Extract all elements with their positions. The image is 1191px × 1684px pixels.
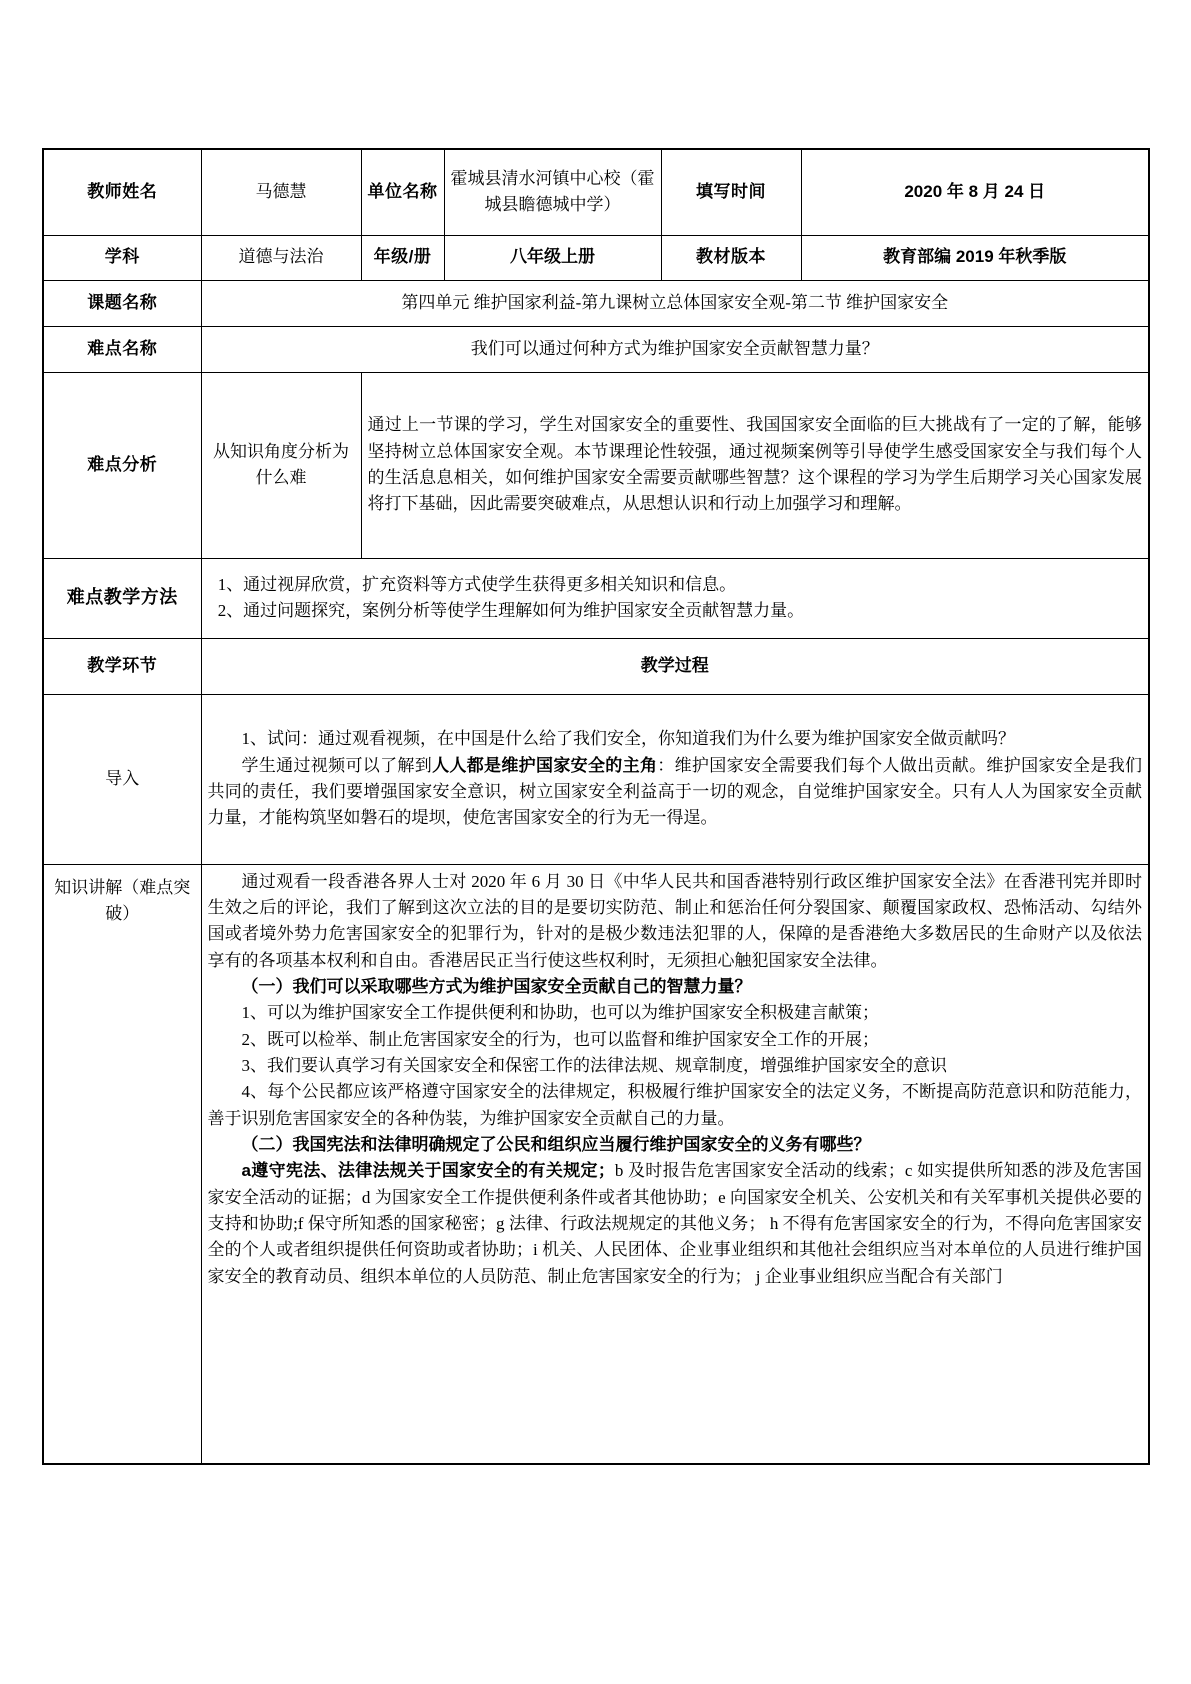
label-teaching-process: 教学过程 — [201, 638, 1149, 694]
sublabel-knowledge-angle: 从知识角度分析为什么难 — [201, 372, 361, 558]
label-teaching-method: 难点教学方法 — [43, 558, 201, 638]
label-difficulty-name: 难点名称 — [43, 326, 201, 372]
value-knowledge-explanation — [201, 864, 1149, 1464]
value-topic-name: 第四单元 维护国家利益-第九课树立总体国家安全观-第二节 维护国家安全 — [201, 280, 1149, 326]
knowledge-list-1-item-3: 3、我们要认真学习有关国家安全和保密工作的法律法规、规章制度，增强维护国家安全的意识 — [241, 1055, 947, 1075]
knowledge-paragraph-2-bold: a遵守宪法、法律法规关于国家安全的有关规定； — [241, 1161, 615, 1181]
value-unit-name: 霍城县清水河镇中心校（霍城县瞻德城中学） — [444, 149, 661, 235]
label-topic-name: 课题名称 — [43, 280, 201, 326]
table-row-topic — [43, 280, 1149, 326]
knowledge-paragraph-2-rest: b 及时报告危害国家安全活动的线索；c 如实提供所知悉的涉及危害国家安全活动的证据；d 为国家安全工作提供便利条件或者其他协助；e 向国家安全机关、公安机关和有关军事机关提供必要的支持和协助;f 保守所知悉的国家秘密；g 法律、行政法规规定的其他义务； h 不得有危害国家安全的行为，不得向危害国家安全的个人或者组织提供任何资助或者协助；i 机关、人民团体、企业事业组织和其他社会组织应当对本单位的人员进行维护国家安全的教育动员、组织本单位的人员防范、制止危害国家安全的行为； j 企业事业组织应当配合有关部门 — [207, 1161, 1142, 1286]
table-row-difficulty-name — [43, 326, 1149, 372]
table-row-teacher — [43, 149, 1149, 235]
label-textbook-version: 教材版本 — [661, 235, 801, 280]
label-teaching-stage: 教学环节 — [43, 638, 201, 694]
value-textbook-version: 教育部编 2019 年秋季版 — [801, 235, 1149, 280]
knowledge-paragraph-1: 通过观看一段香港各界人士对 2020 年 6 月 30 日《中华人民共和国香港特别行政区维护国家安全法》在香港刊宪并即时生效之后的评论，我们了解到这次立法的目的是要切实防范、制止和惩治任何分裂国家、颠覆国家政权、恐怖活动、勾结外国或者境外势力危害国家安全的犯罪行为，针对的是极少数违法犯罪的人，保障的是香港绝大多数居民的生命财产以及依法享有的各项基本权利和自由。香港居民正当行使这些权利时，无须担心触犯国家安全法律。 — [207, 871, 1142, 970]
value-subject: 道德与法治 — [201, 235, 361, 280]
label-difficulty-analysis: 难点分析 — [43, 372, 201, 558]
label-introduction: 导入 — [43, 694, 201, 864]
knowledge-list-1-item-1: 1、可以为维护国家安全工作提供便利和协助，也可以为维护国家安全积极建言献策； — [241, 1003, 879, 1023]
label-unit-name: 单位名称 — [361, 149, 444, 235]
teaching-method-item-2: 2、通过问题探究，案例分析等使学生理解如何为维护国家安全贡献智慧力量。 — [217, 601, 805, 620]
table-row-introduction — [43, 694, 1149, 864]
table-row-knowledge-explanation — [43, 864, 1149, 1464]
intro-p2-part2: ：维护国家安全需要我们每个人做出贡献。维护国家安全是我们共同的责任，我们要增强国家安全意识，树立国家安全利益高于一切的观念，自觉维护国家安全。只有人人为国家安全贡献力量，才能构筑坚如磐石的堤坝，使危害国家安全的行为无一得逞。 — [207, 755, 1143, 828]
value-teaching-method — [201, 558, 1149, 638]
label-teacher-name: 教师姓名 — [43, 149, 201, 235]
label-fill-time: 填写时间 — [661, 149, 801, 235]
intro-paragraph-2 — [208, 753, 1143, 832]
table-row-subject — [43, 235, 1149, 280]
knowledge-paragraph-2 — [208, 1158, 1143, 1290]
knowledge-heading-1 — [208, 974, 1143, 1000]
value-fill-time: 2020 年 8 月 24 日 — [801, 149, 1149, 235]
intro-p2-part1: 学生通过视频可以了解到 — [241, 755, 433, 775]
value-difficulty-name: 我们可以通过何种方式为维护国家安全贡献智慧力量？ — [201, 326, 1149, 372]
value-difficulty-analysis — [361, 372, 1149, 558]
table-row-difficulty-analysis — [43, 372, 1149, 558]
table-row-process-header — [43, 638, 1149, 694]
difficulty-analysis-paragraph: 通过上一节课的学习，学生对国家安全的重要性、我国国家安全面临的巨大挑战有了一定的了解，能够坚持树立总体国家安全观。本节课理论性较强，通过视频案例等引导使学生感受国家安全与我们每个人的生活息息相关，如何维护国家安全需要贡献哪些智慧？这个课程的学习为学生后期学习关心国家发展将打下基础，因此需要突破难点，从思想认识和行动上加强学习和理解。 — [367, 415, 1142, 514]
teaching-method-item-1: 1、通过视屏欣赏，扩充资料等方式使学生获得更多相关知识和信息。 — [217, 574, 737, 594]
knowledge-heading-1-text: （一）我们可以采取哪些方式为维护国家安全贡献自己的智慧力量？ — [241, 976, 752, 996]
lesson-plan-table — [42, 148, 1150, 1465]
value-grade: 八年级上册 — [444, 235, 661, 280]
intro-p2-bold: 人人都是维护国家安全的主角 — [432, 755, 658, 775]
label-grade: 年级/册 — [361, 235, 444, 280]
intro-paragraph-1: 1、试问：通过观看视频，在中国是什么给了我们安全，你知道我们为什么要为维护国家安全做贡献吗？ — [241, 729, 1015, 749]
table-row-teaching-method — [43, 558, 1149, 638]
value-teacher-name: 马德慧 — [201, 149, 361, 235]
knowledge-heading-2 — [208, 1132, 1143, 1158]
knowledge-heading-2-text: （二）我国宪法和法律明确规定了公民和组织应当履行维护国家安全的义务有哪些？ — [241, 1134, 871, 1154]
label-subject: 学科 — [43, 235, 201, 280]
value-introduction — [201, 694, 1149, 864]
label-knowledge-explanation: 知识讲解（难点突破） — [43, 864, 201, 1464]
knowledge-list-1-item-4: 4、每个公民都应该严格遵守国家安全的法律规定，积极履行维护国家安全的法定义务，不断提高防范意识和防范能力，善于识别危害国家安全的各种伪装，为维护国家安全贡献自己的力量。 — [207, 1082, 1142, 1128]
knowledge-list-1-item-2: 2、既可以检举、制止危害国家安全的行为，也可以监督和维护国家安全工作的开展； — [241, 1029, 879, 1049]
